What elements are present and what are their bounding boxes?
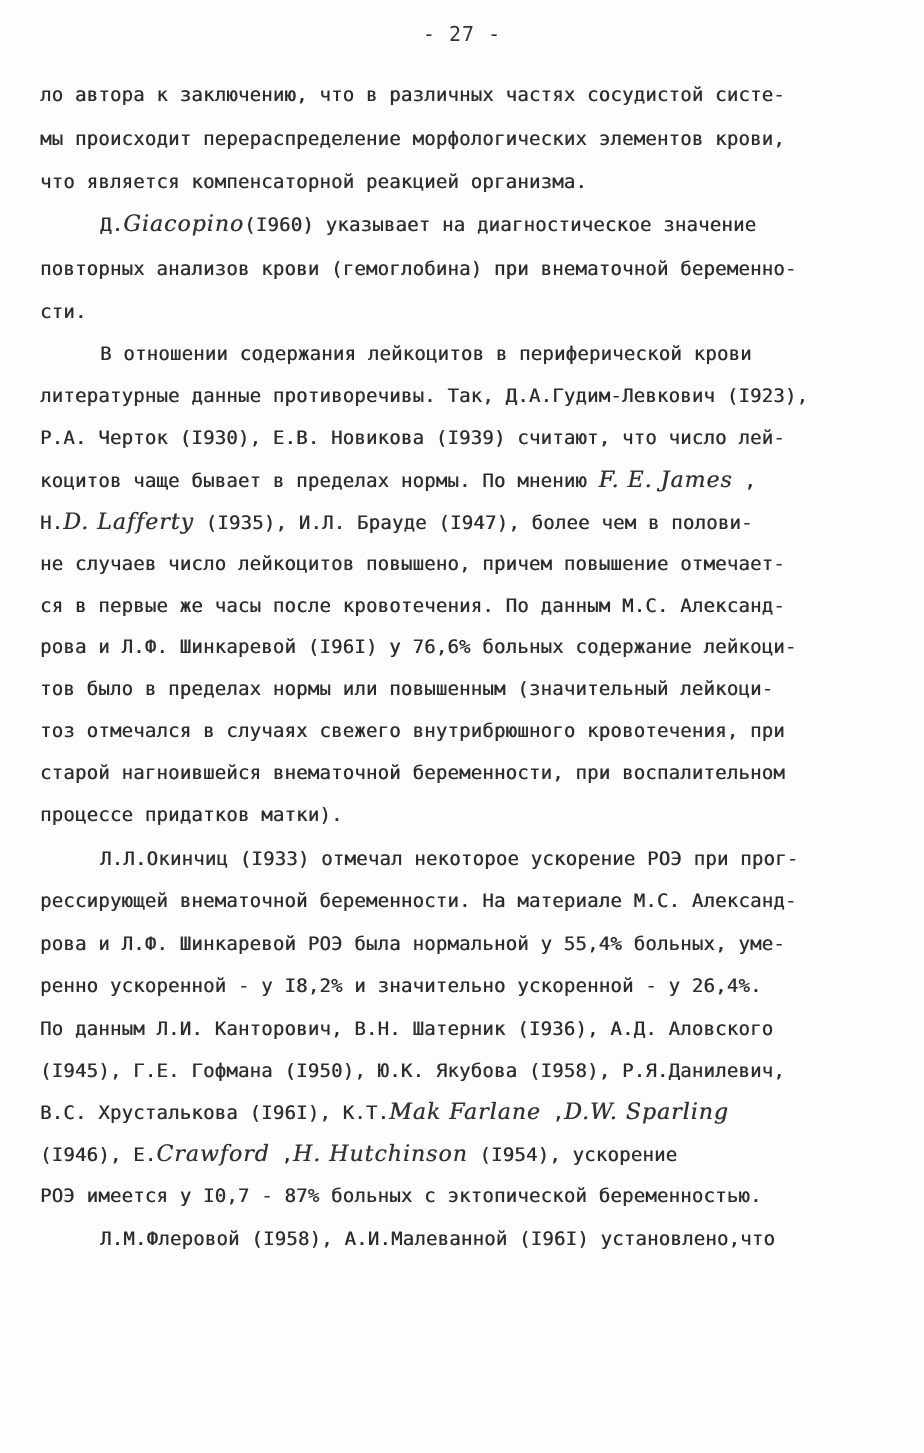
text-line: [40, 1100, 729, 1125]
handwritten-name: F. E. James: [598, 468, 733, 493]
text-fragment: (I946), Е.: [40, 1144, 157, 1166]
text-line: ся в первые же часы после кровотечения. По данным М.С. Александ-: [40, 595, 785, 617]
text-line: повторных анализов крови (гемоглобина) при внематочной беременно-: [40, 258, 797, 280]
text-line: [40, 510, 753, 535]
text-line: (I945), Г.Е. Гофмана (I950), Ю.К. Якубова (I958), Р.Я.Данилевич,: [40, 1060, 785, 1082]
handwritten-name: Mak Farlane: [389, 1100, 541, 1125]
handwritten-name: Crawford: [156, 1142, 270, 1167]
text-fragment: (I960) указывает на диагностическое значение: [244, 214, 757, 236]
text-line: мы происходит перераспределение морфологических элементов крови,: [40, 128, 785, 150]
text-fragment: В.С. Хрусталькова (I96I), К.Т.: [40, 1102, 390, 1124]
text-line: рессирующей внематочной беременности. На материале М.С. Александ-: [40, 890, 797, 912]
text-fragment: (I935), И.Л. Брауде (I947), более чем в полови-: [193, 512, 753, 534]
text-line: [40, 468, 756, 493]
text-fragment: Д.: [100, 214, 124, 236]
text-fragment: ,: [540, 1102, 565, 1124]
text-line: не случаев число лейкоцитов повышено, причем повышение отмечает-: [40, 553, 785, 575]
text-fragment: Н.: [40, 512, 64, 534]
text-line: литературные данные противоречивы. Так, Д.А.Гудим-Левкович (I923),: [40, 385, 809, 407]
text-line: процессе придатков матки).: [40, 804, 343, 826]
text-fragment: ,: [269, 1144, 293, 1166]
text-fragment: коцитов чаще бывает в пределах нормы. По мнению: [40, 470, 599, 492]
handwritten-name: D. Lafferty: [63, 510, 194, 535]
text-line: сти.: [40, 301, 87, 323]
text-line: старой нагноившейся внематочной беременности, при воспалительном: [40, 762, 785, 784]
text-line: что является компенсаторной реакцией организма.: [40, 171, 588, 193]
text-line: Л.Л.Окинчиц (I933) отмечал некоторое ускорение РОЭ при прог-: [100, 848, 799, 870]
page-number: - 27 -: [422, 22, 502, 46]
text-line: рова и Л.Ф. Шинкаревой РОЭ была нормальной у 55,4% больных, уме-: [40, 933, 785, 955]
text-line: РОЭ имеется у I0,7 - 87% больных с эктопической беременностью.: [40, 1185, 762, 1207]
text-line: тов было в пределах нормы или повышенным (значительный лейкоци-: [40, 678, 774, 700]
handwritten-name: H. Hutchinson: [292, 1142, 468, 1167]
text-line: ренно ускоренной - у I8,2% и значительно ускоренной - у 26,4%.: [40, 975, 762, 997]
text-fragment: (I954), ускорение: [467, 1144, 678, 1166]
text-line: ло автора к заключению, что в различных частях сосудистой систе-: [40, 84, 785, 106]
text-fragment: ,: [732, 470, 756, 492]
text-line: [100, 212, 756, 237]
text-line: Р.А. Черток (I930), Е.В. Новикова (I939) считают, что число лей-: [40, 427, 785, 449]
text-line: [40, 1142, 677, 1167]
text-line: рова и Л.Ф. Шинкаревой (I96I) у 76,6% больных содержание лейкоци-: [40, 636, 797, 658]
text-line: В отношении содержания лейкоцитов в периферической крови: [100, 343, 752, 365]
text-line: По данным Л.И. Канторович, В.Н. Шатерник (I936), А.Д. Аловского: [40, 1018, 774, 1040]
text-line: тоз отмечался в случаях свежего внутрибрюшного кровотечения, при: [40, 720, 785, 742]
text-line: Л.М.Флеровой (I958), А.И.Малеванной (I96I) установлено,что: [100, 1228, 776, 1250]
handwritten-name: Giacopino: [123, 212, 245, 237]
handwritten-name: D.W. Sparling: [564, 1100, 729, 1125]
